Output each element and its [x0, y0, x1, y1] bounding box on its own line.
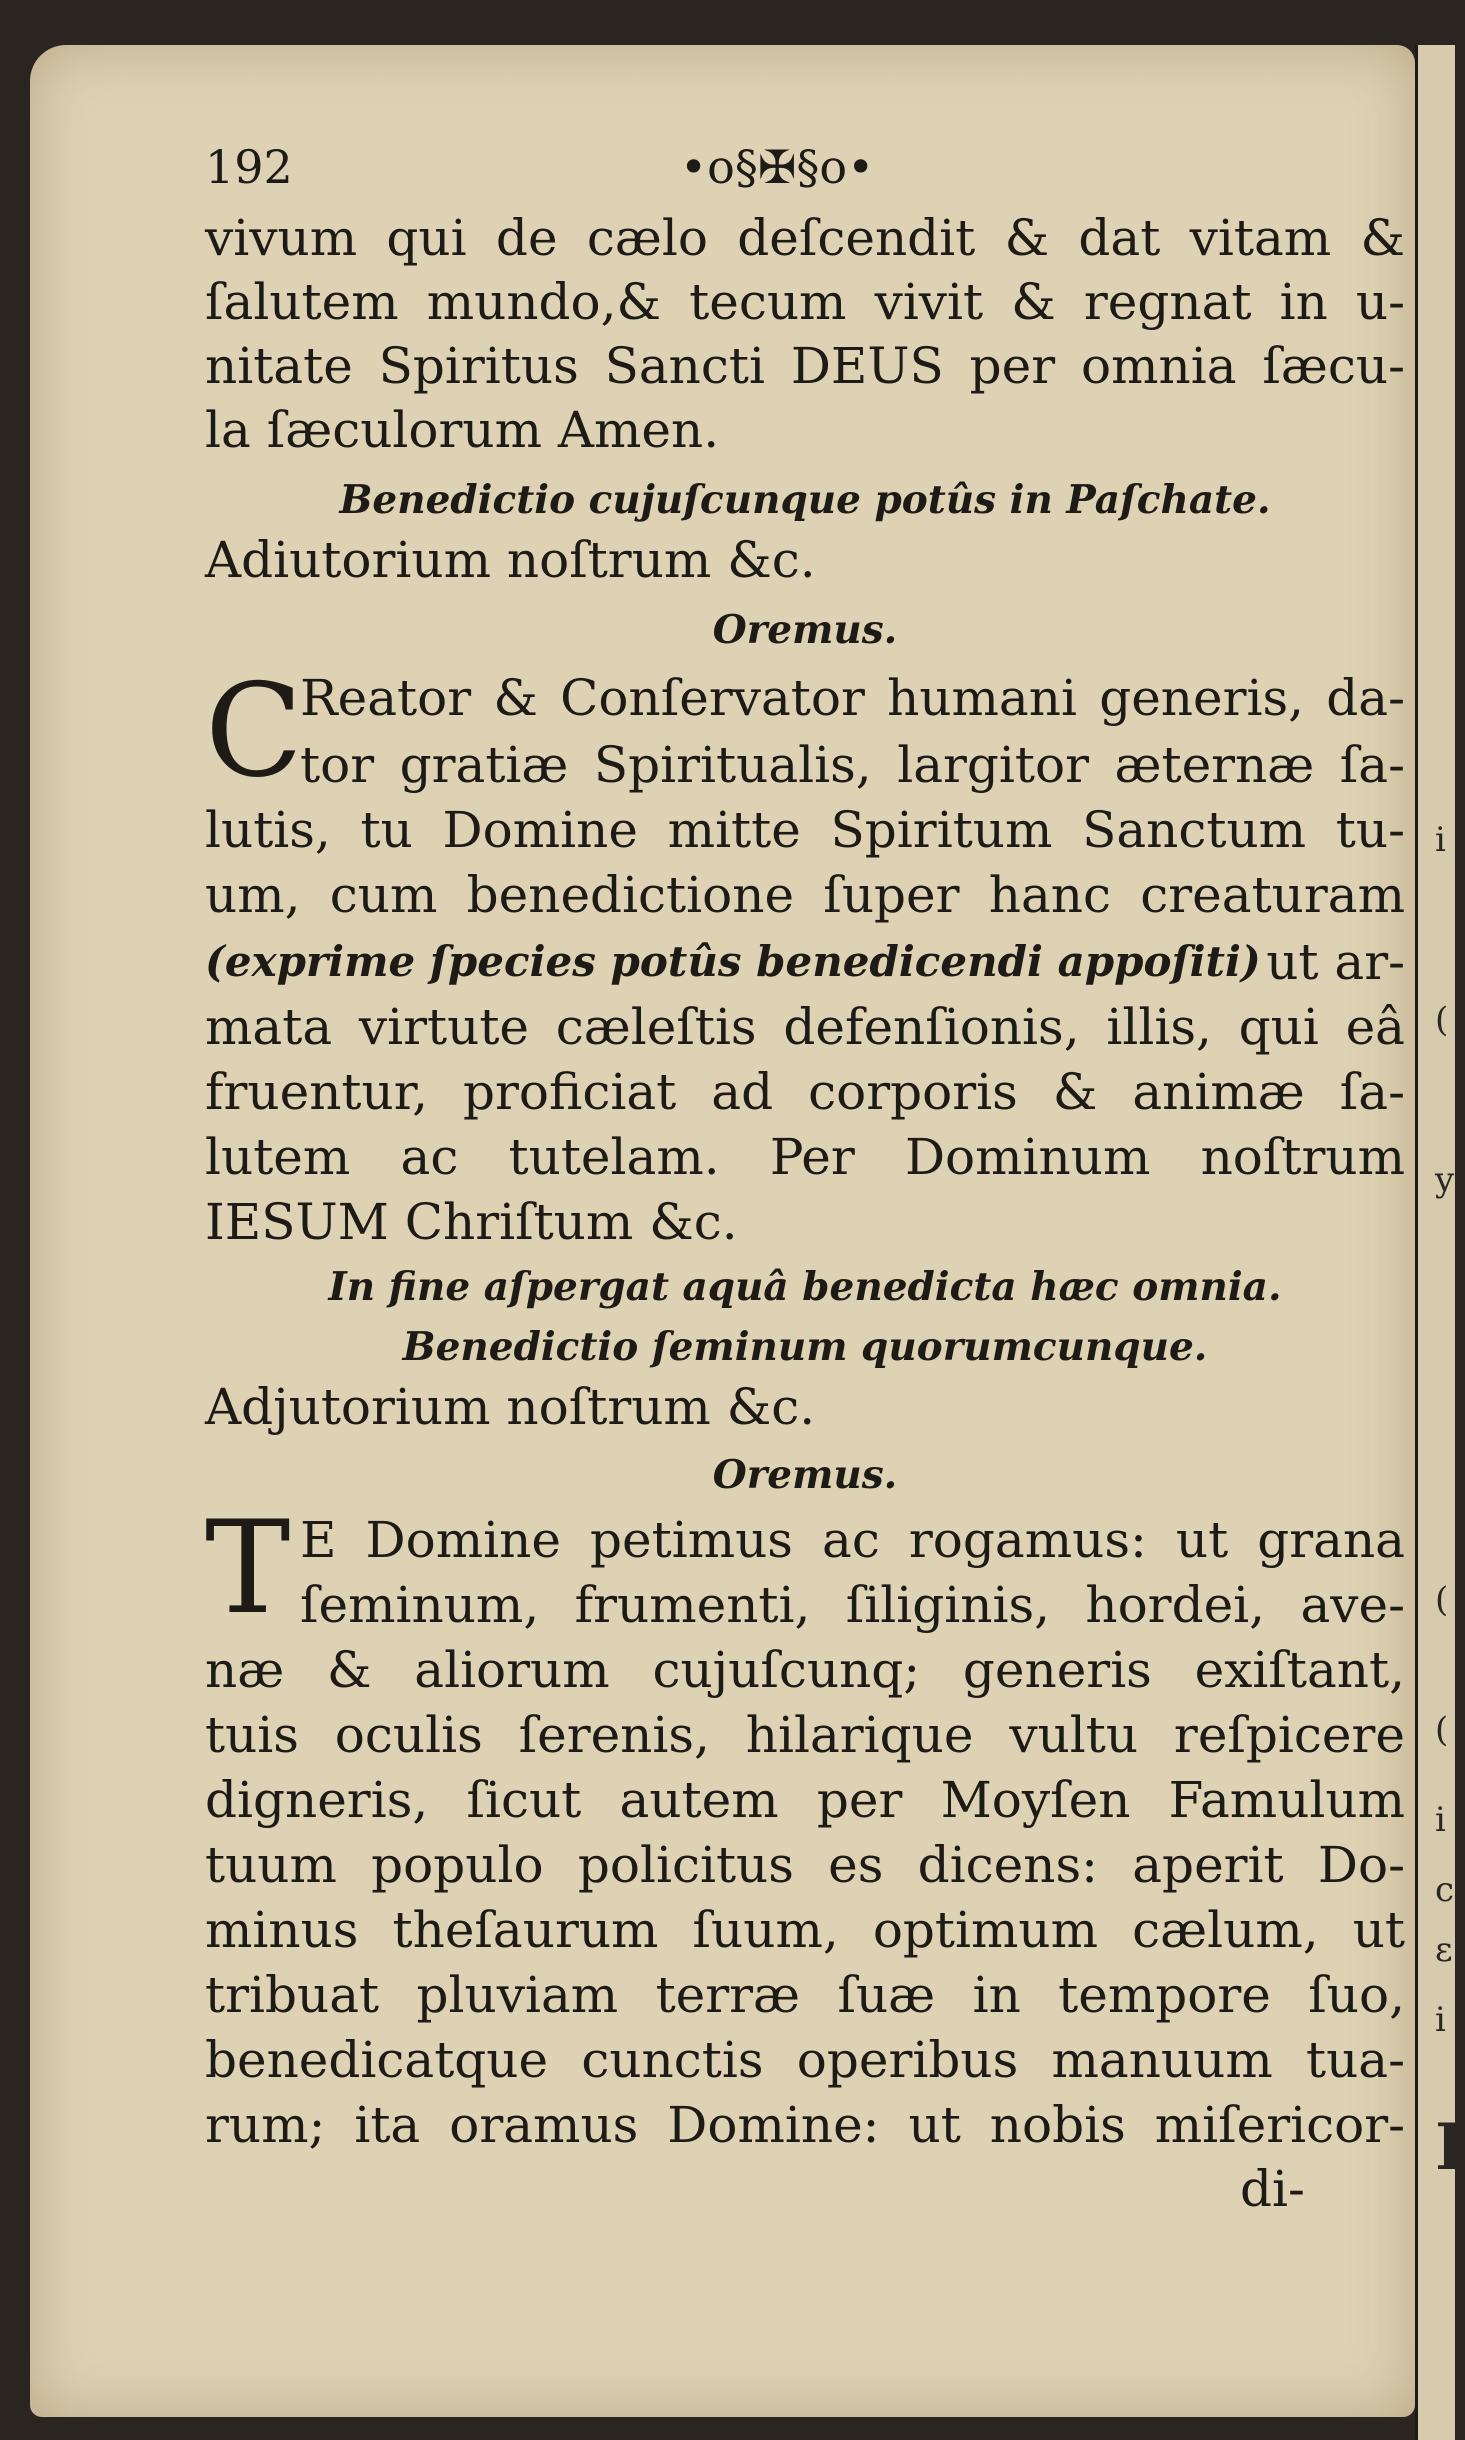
facing-page-glyph: y: [1435, 1160, 1455, 1200]
facing-page-glyph: (: [1435, 1580, 1449, 1620]
text-line: minus theſaurum ſuum, optimum cælum, ut: [205, 1901, 1405, 1959]
text-line: fruentur, proficiat ad corporis & animæ ſa-: [205, 1063, 1405, 1121]
facing-page-glyph: (: [1435, 1710, 1449, 1750]
facing-page-glyph: I: [1435, 2110, 1465, 2185]
text-line: tuis oculis ſerenis, hilarique vultu reſpicere: [205, 1706, 1405, 1764]
facing-page-glyph: i: [1435, 2000, 1446, 2040]
text-line: benedicatque cunctis operibus manuum tua-: [205, 2031, 1405, 2089]
text-line: digneris, ſicut autem per Moyſen Famulum: [205, 1771, 1405, 1829]
text-line: Adiutorium noſtrum &c.: [205, 531, 816, 589]
oremus-heading: Oremus.: [712, 1452, 898, 1498]
drop-capital: C: [205, 657, 303, 806]
rubric-instruction: (exprime ſpecies potûs benedicendi appoſiti): [205, 937, 1261, 986]
text-line: næ & aliorum cujuſcunq; generis exiſtant,: [205, 1641, 1405, 1699]
section-heading: Benedictio cujuſcunque potûs in Paſchate.: [339, 477, 1271, 523]
text-line: tuum populo policitus es dicens: aperit Do-: [205, 1836, 1405, 1894]
text-line: IESUM Chriſtum &c.: [205, 1193, 738, 1251]
text-line: Adjutorium noſtrum &c.: [205, 1378, 816, 1436]
facing-page-glyph: (: [1435, 1000, 1449, 1040]
drop-capital: T: [205, 1494, 291, 1643]
text-line: rum; ita oramus Domine: ut nobis miſericor-: [205, 2096, 1405, 2154]
facing-page-glyph: ε: [1435, 1930, 1453, 1970]
text-line: ſalutem mundo,& tecum vivit & regnat in u-: [205, 273, 1405, 331]
section-heading: Benedictio ſeminum quorumcunque.: [402, 1324, 1208, 1370]
rubric-heading: In fine aſpergat aquâ benedicta hæc omnia.: [328, 1264, 1282, 1310]
text-line: Reator & Conſervator humani generis, da-: [300, 669, 1405, 727]
running-header: [205, 140, 1405, 200]
text-line: tor gratiæ Spiritualis, largitor æternæ ſa-: [300, 736, 1405, 794]
text-line: [205, 932, 1405, 992]
page-number: 192: [205, 140, 293, 194]
text-line: mata virtute cæleſtis defenſionis, illis, qui eâ: [205, 998, 1405, 1056]
facing-page-edge: [1415, 45, 1455, 2440]
text-line: vivum qui de cælo deſcendit & dat vitam &: [205, 209, 1405, 267]
catchword: di-: [1240, 2160, 1305, 2218]
text-fragment: ut ar-: [1266, 933, 1405, 991]
oremus-heading: Oremus.: [712, 607, 898, 653]
facing-page-glyph: i: [1435, 1800, 1446, 1840]
text-line: um, cum benedictione ſuper hanc creaturam: [205, 866, 1405, 924]
text-line: la ſæculorum Amen.: [205, 401, 720, 459]
facing-page-glyph: c: [1435, 1870, 1455, 1910]
text-line: nitate Spiritus Sancti DEUS per omnia ſæcu-: [205, 337, 1405, 395]
text-line: lutis, tu Domine mitte Spiritum Sanctum tu-: [205, 801, 1405, 859]
text-line: lutem ac tutelam. Per Dominum noſtrum: [205, 1128, 1405, 1186]
text-line: ſeminum, frumenti, ſiliginis, hordei, ave-: [300, 1576, 1405, 1634]
text-line: E Domine petimus ac rogamus: ut grana: [300, 1511, 1405, 1569]
text-line: tribuat pluviam terræ ſuæ in tempore ſuo,: [205, 1966, 1405, 2024]
header-ornament: •o§✠§o•: [680, 140, 875, 194]
facing-page-glyph: i: [1435, 820, 1446, 860]
